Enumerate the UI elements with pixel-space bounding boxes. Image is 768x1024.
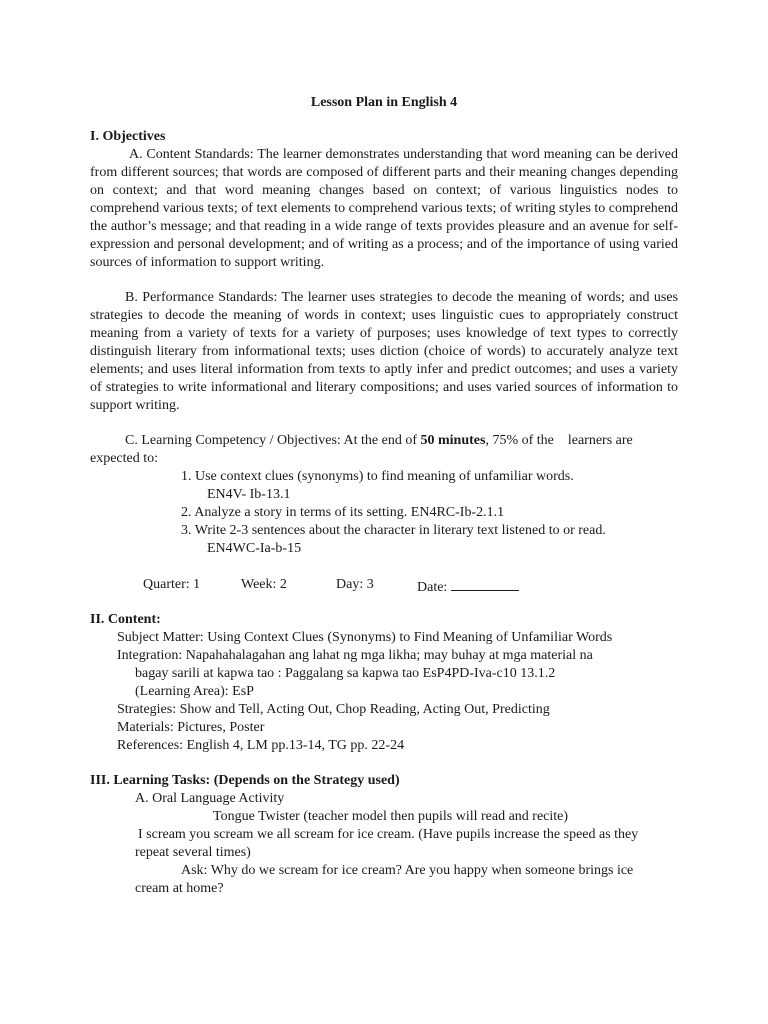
quarter-label: Quarter: 1 xyxy=(143,577,201,592)
subject-matter: Subject Matter: Using Context Clues (Synonyms) to Find Meaning of Unfamiliar Words xyxy=(117,630,613,645)
scream-line-2: repeat several times) xyxy=(135,845,251,860)
date-label xyxy=(417,576,519,597)
objective-item-3: 3. Write 2-3 sentences about the character in literary text listened to or read. xyxy=(181,523,606,538)
content-standards-paragraph: A. Content Standards: The learner demonstrates understanding that word meaning can be derived from different sources; that words are composed of different parts and their meaning changes depending on context; and that word meaning changes based on context; of various linguistics nodes to comprehend various texts; of text elements to comprehend various texts; of writing styles to comprehend the author’s message; and that reading in a wide range of texts provides pleasure and an avenue for self-expression and personal development; and of writing as a process; and of the importance of using varied sources of information to support writing. xyxy=(90,147,678,270)
date-blank xyxy=(451,576,519,591)
references: References: English 4, LM pp.13-14, TG pp. 22-24 xyxy=(117,738,405,753)
ask-line-2: cream at home? xyxy=(135,881,224,896)
competency-continued: expected to: xyxy=(90,451,159,466)
content-heading: II. Content: xyxy=(90,612,161,627)
performance-standards-paragraph: B. Performance Standards: The learner uses strategies to decode the meaning of words; and uses strategies to decode the meaning of words in context; uses linguistic cues to appropriately construct meaning from a variety of texts for a variety of purposes; uses knowledge of text types to correctly distinguish literary from informational texts; uses diction (choice of words) to accurately analyze text elements; and uses literal information from texts to aptly infer and predict outcomes; and uses a variety of strategies to write informational and literary compositions; and uses varied sources of information to support writing. xyxy=(90,290,678,413)
learning-competency-line xyxy=(125,432,633,450)
objective-item-1-code: EN4V- Ib-13.1 xyxy=(207,487,291,502)
date-text: Date: xyxy=(417,580,451,595)
learning-area: (Learning Area): EsP xyxy=(135,684,254,699)
objective-item-3-code: EN4WC-Ia-b-15 xyxy=(207,541,302,556)
week-label: Week: 2 xyxy=(241,577,287,592)
competency-prefix: C. Learning Competency / Objectives: At the end of xyxy=(125,433,421,448)
competency-duration: 50 minutes xyxy=(420,433,486,448)
competency-suffix: , 75% of the learners are xyxy=(485,433,633,448)
strategies: Strategies: Show and Tell, Acting Out, Chop Reading, Acting Out, Predicting xyxy=(117,702,550,717)
page-title: Lesson Plan in English 4 xyxy=(310,95,458,110)
materials: Materials: Pictures, Poster xyxy=(117,720,265,735)
integration-line-2: bagay sarili at kapwa tao : Paggalang sa kapwa tao EsP4PD-Iva-c10 13.1.2 xyxy=(135,666,556,681)
objective-item-2: 2. Analyze a story in terms of its setting. EN4RC-Ib-2.1.1 xyxy=(181,505,505,520)
tongue-twister: Tongue Twister (teacher model then pupils will read and recite) xyxy=(213,809,569,824)
ask-line-1: Ask: Why do we scream for ice cream? Are you happy when someone brings ice xyxy=(181,863,634,878)
objectives-heading: I. Objectives xyxy=(90,129,166,144)
objective-item-1: 1. Use context clues (synonyms) to find meaning of unfamiliar words. xyxy=(181,469,574,484)
integration-line-1: Integration: Napahahalagahan ang lahat ng mga likha; may buhay at mga material na xyxy=(117,648,593,663)
day-label: Day: 3 xyxy=(336,577,374,592)
oral-language-activity: A. Oral Language Activity xyxy=(135,791,285,806)
learning-tasks-heading: III. Learning Tasks: (Depends on the Strategy used) xyxy=(90,773,400,788)
scream-line-1: I scream you scream we all scream for ice cream. (Have pupils increase the speed as they xyxy=(138,827,639,842)
